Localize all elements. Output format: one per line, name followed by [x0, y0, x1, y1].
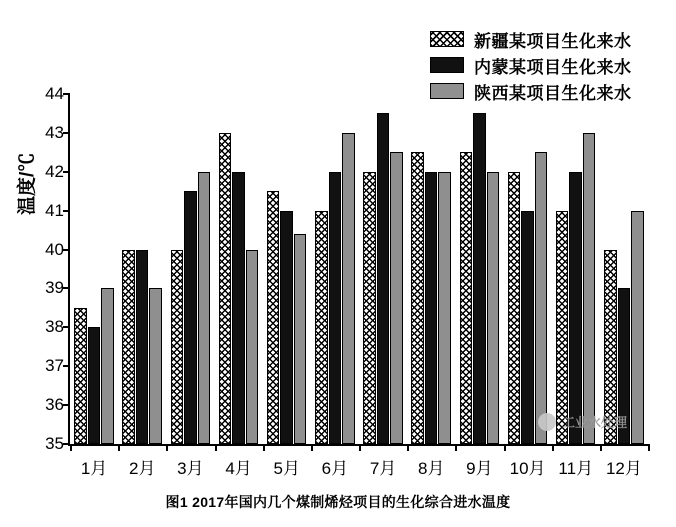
- bar-group: [504, 94, 552, 444]
- bar: [171, 250, 184, 444]
- bar-group: [359, 94, 407, 444]
- bar-group: [70, 94, 118, 444]
- bar-group: [600, 94, 648, 444]
- x-axis-tick-label: 8月: [418, 459, 445, 478]
- y-axis-tick-mark: [63, 287, 70, 289]
- x-axis-tick-label: 4月: [225, 459, 252, 478]
- y-axis-tick-label: 42: [45, 161, 64, 181]
- x-axis-tick-mark: [215, 444, 217, 451]
- x-axis-tick-mark: [166, 444, 168, 451]
- x-axis-tick-mark: [311, 444, 313, 451]
- bar: [198, 172, 211, 444]
- y-axis-tick-mark: [63, 326, 70, 328]
- bar: [438, 172, 451, 444]
- bar: [508, 172, 521, 444]
- bar: [184, 191, 197, 444]
- bar-group: [215, 94, 263, 444]
- x-axis-tick-mark: [648, 444, 650, 451]
- bar: [329, 172, 342, 444]
- y-axis-tick-label: 44: [45, 84, 64, 103]
- x-axis-tick-label: 6月: [321, 459, 349, 478]
- x-axis-tick-label: 7月: [369, 459, 397, 478]
- watermark-logo-icon: [538, 413, 556, 431]
- bar: [487, 172, 500, 444]
- x-axis-tick-label: 2月: [129, 459, 156, 478]
- bar: [280, 211, 293, 444]
- bar: [411, 152, 424, 444]
- bar: [219, 133, 232, 444]
- bar: [122, 250, 135, 444]
- bar: [377, 113, 390, 444]
- x-axis-tick-mark: [359, 444, 361, 451]
- bar: [88, 327, 101, 444]
- x-axis-tick-label: 5月: [273, 459, 300, 478]
- y-axis-tick-mark: [63, 171, 70, 173]
- y-axis-label: 温度/℃: [17, 152, 38, 215]
- bar: [521, 211, 534, 444]
- x-axis-tick-mark: [600, 444, 602, 451]
- bar: [315, 211, 328, 444]
- bar: [294, 234, 307, 444]
- bar-group: [407, 94, 455, 444]
- y-axis-tick-mark: [63, 249, 70, 251]
- x-axis-tick-mark: [455, 444, 457, 451]
- bar: [425, 172, 438, 444]
- bar-group: [263, 94, 311, 444]
- x-axis-tick-mark: [504, 444, 506, 451]
- bar: [246, 250, 259, 444]
- figure-caption: 图1 2017年国内几个煤制烯烃项目的生化综合进水温度: [165, 494, 511, 510]
- bar: [74, 308, 87, 444]
- bar: [363, 172, 376, 444]
- y-axis-tick-mark: [63, 443, 70, 445]
- x-axis-tick-mark: [552, 444, 554, 451]
- bar: [232, 172, 245, 444]
- x-axis-tick-mark: [263, 444, 265, 451]
- watermark-label: 工业水处理: [562, 415, 628, 430]
- bar: [473, 113, 486, 444]
- bar: [136, 250, 149, 444]
- y-axis-tick-label: 40: [45, 239, 64, 259]
- bar-group: [552, 94, 600, 444]
- bar: [390, 152, 403, 444]
- x-axis-tick-mark: [70, 444, 72, 451]
- y-axis-tick-mark: [63, 93, 70, 95]
- y-axis-tick-mark: [63, 404, 70, 406]
- x-axis-tick-label: 11月: [558, 459, 594, 478]
- bar: [631, 211, 644, 444]
- bar-group: [118, 94, 166, 444]
- legend-label: 陕西某项目生化来水: [474, 83, 632, 103]
- bar-group: [166, 94, 214, 444]
- bar: [149, 288, 162, 444]
- bar-group: [311, 94, 359, 444]
- bar: [556, 211, 569, 444]
- y-axis-tick-label: 37: [45, 356, 64, 376]
- y-axis-tick-label: 43: [45, 122, 64, 142]
- y-axis-tick-mark: [63, 365, 70, 367]
- x-axis-tick-label: 1月: [80, 459, 108, 478]
- legend-label: 新疆某项目生化来水: [474, 31, 632, 51]
- bar: [342, 133, 355, 444]
- y-axis-tick-mark: [63, 210, 70, 212]
- bar: [535, 152, 548, 444]
- x-axis-tick-label: 12月: [605, 459, 642, 478]
- y-axis-tick-label: 41: [45, 200, 64, 220]
- y-axis-tick-label: 38: [45, 317, 64, 337]
- x-axis-tick-label: 10月: [509, 459, 546, 478]
- y-axis-tick-label: 36: [45, 395, 64, 415]
- y-axis-tick-mark: [63, 132, 70, 134]
- bar: [460, 152, 473, 444]
- x-axis-tick-label: 9月: [466, 459, 493, 478]
- bar: [583, 133, 596, 444]
- legend-label: 内蒙某项目生化来水: [474, 57, 632, 77]
- watermark: [538, 412, 627, 431]
- x-axis-tick-mark: [407, 444, 409, 451]
- bar-group: [455, 94, 503, 444]
- y-axis-tick-label: 39: [45, 278, 64, 298]
- bar: [267, 191, 280, 444]
- x-axis-tick-mark: [118, 444, 120, 451]
- bar: [569, 172, 582, 444]
- y-axis-tick-label: 35: [45, 434, 64, 453]
- x-axis-tick-label: 3月: [177, 459, 204, 478]
- bar: [101, 288, 114, 444]
